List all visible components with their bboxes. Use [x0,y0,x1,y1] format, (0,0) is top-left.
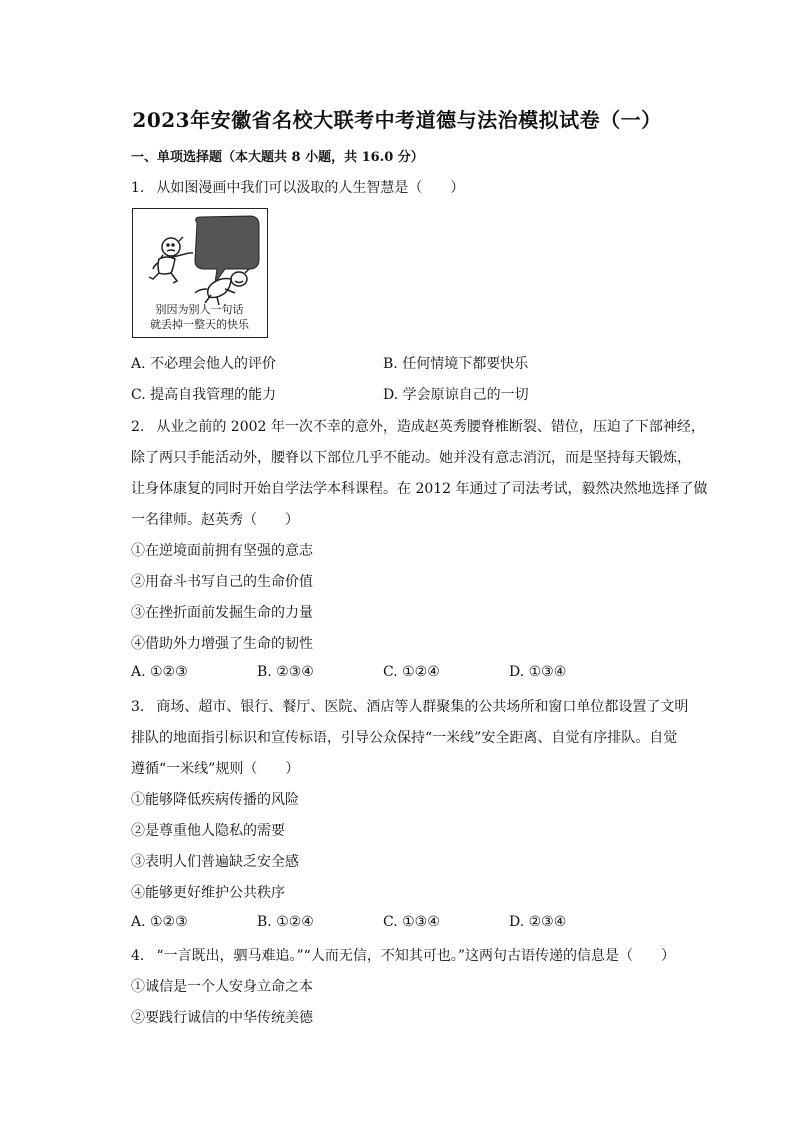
question-text: 商场、超市、银行、餐厅、医院、酒店等人群聚集的公共场所和窗口单位都设置了文明 [156,699,689,715]
question-number: 2. [131,419,145,435]
q2-item-4: ④借助外力增强了生命的韧性 [131,636,313,652]
q4-item-1: ①诚信是一个人安身立命之本 [131,979,313,995]
comic-illustration [132,208,268,338]
question-text: 从业之前的 2002 年一次不幸的意外，造成赵英秀腰脊椎断裂、错位，压迫了下部神经， [156,419,705,435]
q1-option-b: B. 任何情境下都要快乐 [383,356,529,372]
q3-item-1: ①能够降低疾病传播的风险 [131,792,299,808]
page-title: 2023年安徽省名校大联考中考道德与法治模拟试卷（一） [132,108,662,132]
q2-item-3: ③在挫折面前发掘生命的力量 [131,605,313,621]
question-1-stem [131,177,464,197]
q1-option-c: C. 提高自我管理的能力 [131,387,277,403]
question-number: 3. [131,699,145,715]
q2-option-b: B. ②③④ [257,664,314,680]
q3-item-2: ②是尊重他人隐私的需要 [131,823,285,839]
q2-item-2: ②用奋斗书写自己的生命价值 [131,574,313,590]
question-text: “一言既出，驷马难追。”“人而无信，不知其可也。”这两句古语传递的信息是（ ） [156,948,675,964]
q3-option-c: C. ①③④ [383,914,440,930]
q2-item-1: ①在逆境面前拥有坚强的意志 [131,543,313,559]
crawling-figure [195,269,249,305]
q2-option-a: A. ①②③ [131,664,188,680]
comic-caption-line-1: 别因为别人一句话 [155,303,244,316]
q3-item-3: ③表明人们普遍缺乏安全感 [131,854,299,870]
q3-option-a: A. ①②③ [131,914,188,930]
question-text: 从如图漫画中我们可以汲取的人生智慧是（ ） [156,180,465,196]
question-4-stem [131,945,675,965]
q3-option-b: B. ①②④ [257,914,314,930]
q1-option-d: D. 学会原谅自己的一切 [383,387,529,403]
q4-item-2: ②要践行诚信的中华传统美德 [131,1010,313,1026]
question-3-line-3: 遵循“一米线”规则（ ） [131,761,300,777]
question-2-line-4: 一名律师。赵英秀（ ） [131,512,299,528]
q2-option-d: D. ①③④ [509,664,567,680]
section-heading: 一、单项选择题（本大题共 8 小题，共 16.0 分） [131,150,424,165]
question-2-line-3: 让身体康复的同时开始自学法学本科课程。在 2012 年通过了司法考试，毅然决然地选择了做 [131,481,708,497]
question-2-line-1 [131,416,705,436]
comic-caption-line-2: 就丢掉一整天的快乐 [150,318,249,331]
question-2-line-2: 除了两只手能活动外，腰脊以下部位几乎不能动。她并没有意志消沉，而是坚持每天锻炼， [131,450,691,466]
question-3-line-1 [131,696,688,716]
q2-option-c: C. ①②④ [383,664,440,680]
question-3-line-2: 排队的地面指引标识和宣传标语，引导公众保持“一米线”安全距离、自觉有序排队。自觉 [131,730,678,746]
question-number: 4. [131,948,145,964]
speech-bubble [195,216,259,283]
q3-item-4: ④能够更好维护公共秩序 [131,885,285,901]
question-number: 1. [131,180,145,196]
q3-option-d: D. ②③④ [509,914,567,930]
q1-option-a: A. 不必理会他人的评价 [131,356,277,372]
pointing-figure [149,237,193,283]
